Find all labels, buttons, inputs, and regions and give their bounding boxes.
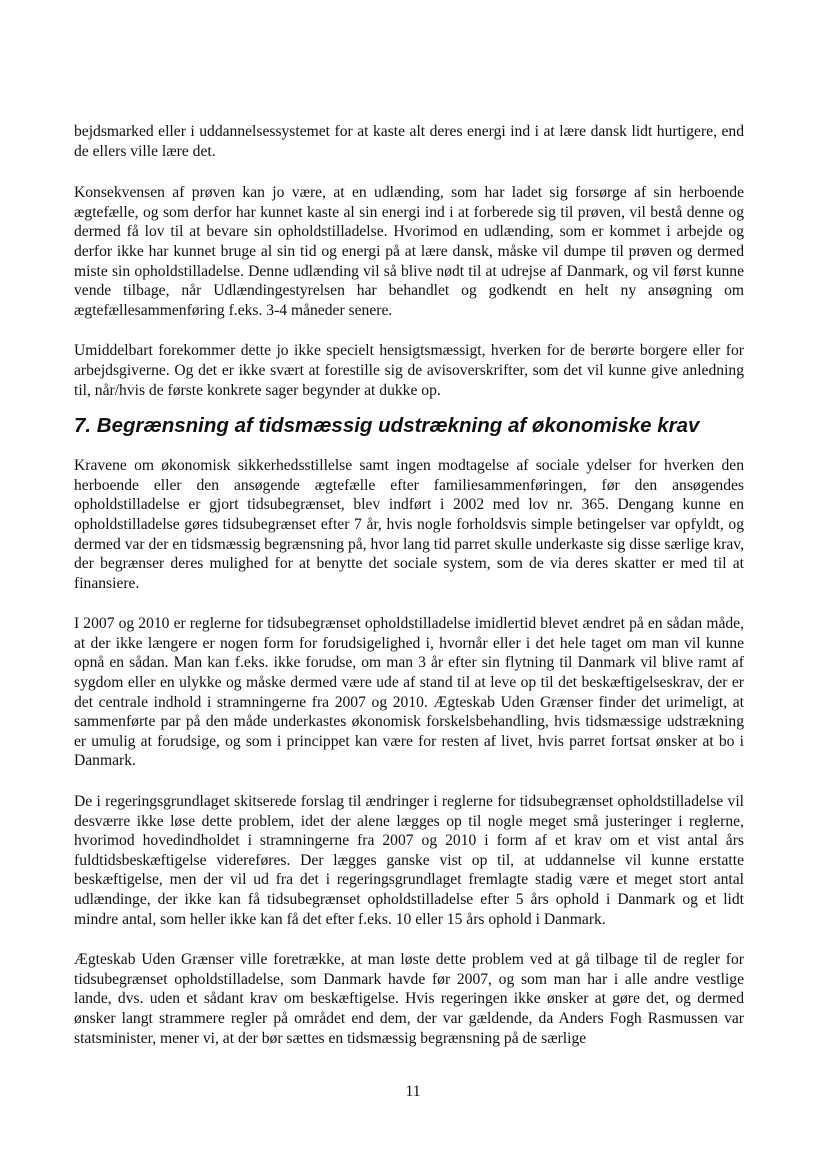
paragraph-government-proposal: De i regeringsgrundlaget skitserede forslag til ændringer i reglerne for tidsubegrænset opholdstilladelse vil desværre ikke løse dette problem, idet der alene lægges op til nogle meget små justeringer i reglerne, hvorimod hovedindholdet i stramningerne fra 2007 og 2010 i form af et krav om et vist antal års fuldtidsbeskæftigelse videreføres. Der lægges ganske vist op til, at uddannelse vil kunne erstatte beskæftigelse, men der vil ud fra det i regeringsgrundlaget fremlagte stadig være et meget stort antal udlændinge, der ikke kan få tidsubegrænset opholdstilladelse efter 5 års ophold i Danmark og et lidt mindre antal, som heller ikke kan få det efter f.eks. 10 eller 15 års ophold i Danmark. (74, 793, 744, 928)
paragraph-economic-requirements: Kravene om økonomisk sikkerhedsstillelse samt ingen modtagelse af sociale ydelser for hverken den herboende eller den ansøgende ægtefælle efter familiesammenføringen, før den ansøgendes opholdstilladelse er gjort tidsubegrænset, blev indført i 2002 med lov nr. 365. Dengang kunne en opholdstilladelse gøres tidsubegrænset efter 7 år, hvis nogle forholdsvis simple betingelser var opfyldt, og dermed var der en tidsmæssig begrænsning på, hvor lang tid parret skulle underkaste sig disse særlige krav, der begrænser deres mulighed for at benytte det sociale system, som de via deres skatter er med til at finansiere. (74, 457, 744, 592)
section-heading: 7. Begrænsning af tidsmæssig udstrækning af økonomiske krav (74, 414, 700, 438)
document-page (74, 122, 744, 1069)
paragraph-appropriateness: Umiddelbart forekommer dette jo ikke specielt hensigtsmæssigt, hverken for de berørte borgere eller for arbejdsgiverne. Og det er ikke svært at forestille sig de avisoverskrifter, som det vil kunne give anledning til, når/hvis de første konkrete sager begynder at dukke op. (74, 342, 744, 399)
paragraph-consequence: Konsekvensen af prøven kan jo være, at en udlænding, som har ladet sig forsørge af sin herboende ægtefælle, og som derfor har kunnet kaste al sin energi ind i at forberede sig til prøven, vil bestå denne og dermed få lov til at bevare sin opholdstilladelse. Hvorimod en udlænding, som er kommet i arbejde og derfor ikke har kunnet bruge al sin tid og energi på at lære dansk, måske vil dumpe til prøven og dermed miste sin opholdstilladelse. Denne udlænding vil så blive nødt til at udrejse af Danmark, og vil først kunne vende tilbage, når Udlændingestyrelsen har behandlet og godkendt en helt ny ansøgning om ægtefællesammenføring f.eks. 3-4 måneder senere. (74, 184, 744, 319)
paragraph-continuation: bejdsmarked eller i uddannelsessystemet for at kaste alt deres energi ind i at lære dansk lidt hurtigere, end de ellers ville lære det. (74, 123, 744, 160)
paragraph-rule-changes: I 2007 og 2010 er reglerne for tidsubegrænset opholdstilladelse imidlertid blevet ændret på en sådan måde, at der ikke længere er nogen form for forudsigelighed i, hvornår eller i det hele taget om man vil kunne opnå en sådan. Man kan f.eks. ikke forudse, om man 3 år efter sin flytning til Danmark vil blive ramt af sygdom eller en ulykke og måske dermed være ude af stand til at leve op til det beskæftigelseskrav, der er det centrale indhold i stramningerne fra 2007 og 2010. Ægteskab Uden Grænser finder det urimeligt, at sammenførte par på den måde underkastes økonomisk forskelsbehandling, hvis tidsmæssige udstrækning er umulig at forudsige, og som i princippet kan være for resten af livet, hvis parret fortsat ønsker at bo i Danmark. (74, 615, 744, 770)
page-number: 11 (405, 1083, 421, 1100)
paragraph-recommendation: Ægteskab Uden Grænser ville foretrække, at man løste dette problem ved at gå tilbage til de regler for tidsubegrænset opholdstilladelse, som Danmark havde før 2007, og som man har i alle andre vestlige lande, dvs. uden et sådant krav om beskæftigelse. Hvis regeringen ikke ønsker at gøre det, og dermed ønsker langt strammere regler på området end dem, der var gældende, da Anders Fogh Rasmussen var statsminister, mener vi, at der bør sættes en tidsmæssig begrænsning på de særlige (74, 951, 744, 1047)
